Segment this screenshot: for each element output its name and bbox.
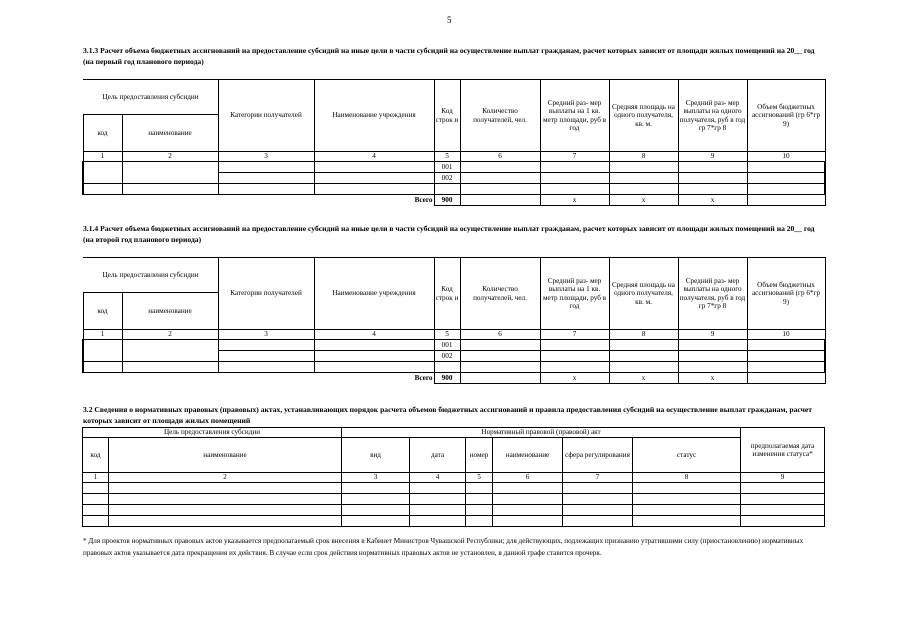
col-number: 5 xyxy=(434,330,460,340)
total-code: 900 xyxy=(434,373,460,384)
total-code: 900 xyxy=(434,195,460,206)
code-header: код xyxy=(83,438,109,473)
line-code-header: Код строк и xyxy=(434,80,460,152)
row-code: 001 xyxy=(434,162,460,173)
institution-header: Наименование учреждения xyxy=(314,80,434,152)
row-code: 002 xyxy=(434,173,460,184)
line-code-header: Код строк и xyxy=(434,258,460,330)
data-cell xyxy=(314,173,434,184)
col-number: 3 xyxy=(218,152,314,162)
col-number: 9 xyxy=(678,330,747,340)
recipients-header: Количество получателей, чел. xyxy=(460,258,540,330)
row-code: 001 xyxy=(434,340,460,351)
status-header: статус xyxy=(633,438,741,473)
kind-header: вид xyxy=(342,438,410,473)
col-number: 3 xyxy=(342,473,410,483)
col-number: 2 xyxy=(122,330,218,340)
act-header: Нормативный правовой (правовой) акт xyxy=(342,428,741,438)
sphere-header: сфера регулирования xyxy=(563,438,633,473)
col-number: 9 xyxy=(678,152,747,162)
col-number: 8 xyxy=(609,330,678,340)
col-number: 4 xyxy=(314,152,434,162)
col-number: 8 xyxy=(609,152,678,162)
name-header: наименование xyxy=(122,293,218,330)
x-mark: x xyxy=(678,373,747,384)
goal-header: Цель предоставления субсидии xyxy=(83,428,342,438)
institution-header: Наименование учреждения xyxy=(314,258,434,330)
calc-table-314 xyxy=(82,257,826,384)
section-314-heading: 3.1.4 Расчет объема бюджетных ассигнований на предоставление субсидий на иные цели в части субсидий на осуществление выплат гражданам, расчет которых зависит от площади жилых помещений на 20__ год (на второй год планового периода) xyxy=(83,224,815,244)
avg-per-recipient-header: Средний раз- мер выплаты на одного получателя, руб в год гр 7*гр 8 xyxy=(678,80,747,152)
data-cell xyxy=(218,173,314,184)
x-mark: x xyxy=(609,373,678,384)
code-header: код xyxy=(83,115,122,152)
x-mark: x xyxy=(540,373,609,384)
data-cell xyxy=(83,162,122,184)
total-label: Всего xyxy=(314,373,434,384)
col-number: 10 xyxy=(747,330,825,340)
row-code: 002 xyxy=(434,351,460,362)
avg-payment-header: Средний раз- мер выплаты на 1 кв. метр площади, руб в год xyxy=(540,258,609,330)
section-313-heading: 3.1.3 Расчет объема бюджетных ассигнований на предоставление субсидий на иные цели в части субсидий на осуществление выплат гражданам, расчет которых зависит от площади жилых помещений на 20__ год (на первый год планового периода) xyxy=(83,46,815,66)
volume-header: Объем бюджетных ассигнований (гр 6*гр 9) xyxy=(747,80,825,152)
avg-area-header: Средняя площадь на одного получателя, кв. м. xyxy=(609,80,678,152)
calc-table-313 xyxy=(82,79,826,206)
section-32-heading: 3.2 Сведения о нормативных правовых (правовых) актах, устанавливающих порядок расчета объемов бюджетных ассигнований и правила предоставления субсидий на осуществление выплат гражданам, расчет которых зависит от площади жилых помещений xyxy=(83,405,812,425)
data-cell xyxy=(83,340,122,362)
acts-table xyxy=(82,427,825,527)
avg-payment-header: Средний раз- мер выплаты на 1 кв. метр площади, руб в год xyxy=(540,80,609,152)
col-number: 4 xyxy=(410,473,466,483)
col-number: 7 xyxy=(563,473,633,483)
code-header: код xyxy=(83,293,122,330)
col-number: 2 xyxy=(122,152,218,162)
col-number: 6 xyxy=(460,152,540,162)
col-number: 7 xyxy=(540,330,609,340)
goal-header: Цель предоставления субсидии xyxy=(83,80,218,115)
page-number: 5 xyxy=(447,15,452,25)
col-number: 6 xyxy=(460,330,540,340)
col-number: 4 xyxy=(314,330,434,340)
avg-per-recipient-header: Средний раз- мер выплаты на одного получателя, руб в год гр 7*гр 8 xyxy=(678,258,747,330)
categories-header: Категории получателей xyxy=(218,80,314,152)
name-header: наименование xyxy=(109,438,342,473)
x-mark: x xyxy=(540,195,609,206)
col-number: 8 xyxy=(633,473,741,483)
act-name-header: наименование xyxy=(493,438,563,473)
col-number: 1 xyxy=(83,152,122,162)
data-cell xyxy=(122,162,218,184)
data-cell xyxy=(218,162,314,173)
footnote: * Для проектов нормативных правовых актов указывается предполагаемый срок внесения в Кабинет Министров Чувашской Республики; для действующих, подлежащих признанию утратившими силу (приостановлению) нормативных правовых актов указывается дата прекращения их действия. В случае если срок действия нормативных правовых актов не установлен, в данной графе ставится прочерк. xyxy=(83,537,804,557)
recipients-header: Количество получателей, чел. xyxy=(460,80,540,152)
name-header: наименование xyxy=(122,115,218,152)
date-header: дата xyxy=(410,438,466,473)
col-number: 3 xyxy=(218,330,314,340)
categories-header: Категории получателей xyxy=(218,258,314,330)
planned-date-header: предполагаемая дата изменения статуса* xyxy=(741,428,825,473)
goal-header: Цель предоставления субсидии xyxy=(83,258,218,293)
total-label: Всего xyxy=(314,195,434,206)
x-mark: x xyxy=(609,195,678,206)
col-number: 9 xyxy=(741,473,825,483)
avg-area-header: Средняя площадь на одного получателя, кв. м. xyxy=(609,258,678,330)
col-number: 7 xyxy=(540,152,609,162)
col-number: 10 xyxy=(747,152,825,162)
col-number: 1 xyxy=(83,330,122,340)
x-mark: x xyxy=(678,195,747,206)
data-cell xyxy=(122,340,218,362)
col-number: 5 xyxy=(434,152,460,162)
number-header: номер xyxy=(466,438,493,473)
col-number: 5 xyxy=(466,473,493,483)
col-number: 2 xyxy=(109,473,342,483)
col-number: 6 xyxy=(493,473,563,483)
col-number: 1 xyxy=(83,473,109,483)
data-cell xyxy=(314,162,434,173)
volume-header: Объем бюджетных ассигнований (гр 6*гр 9) xyxy=(747,258,825,330)
